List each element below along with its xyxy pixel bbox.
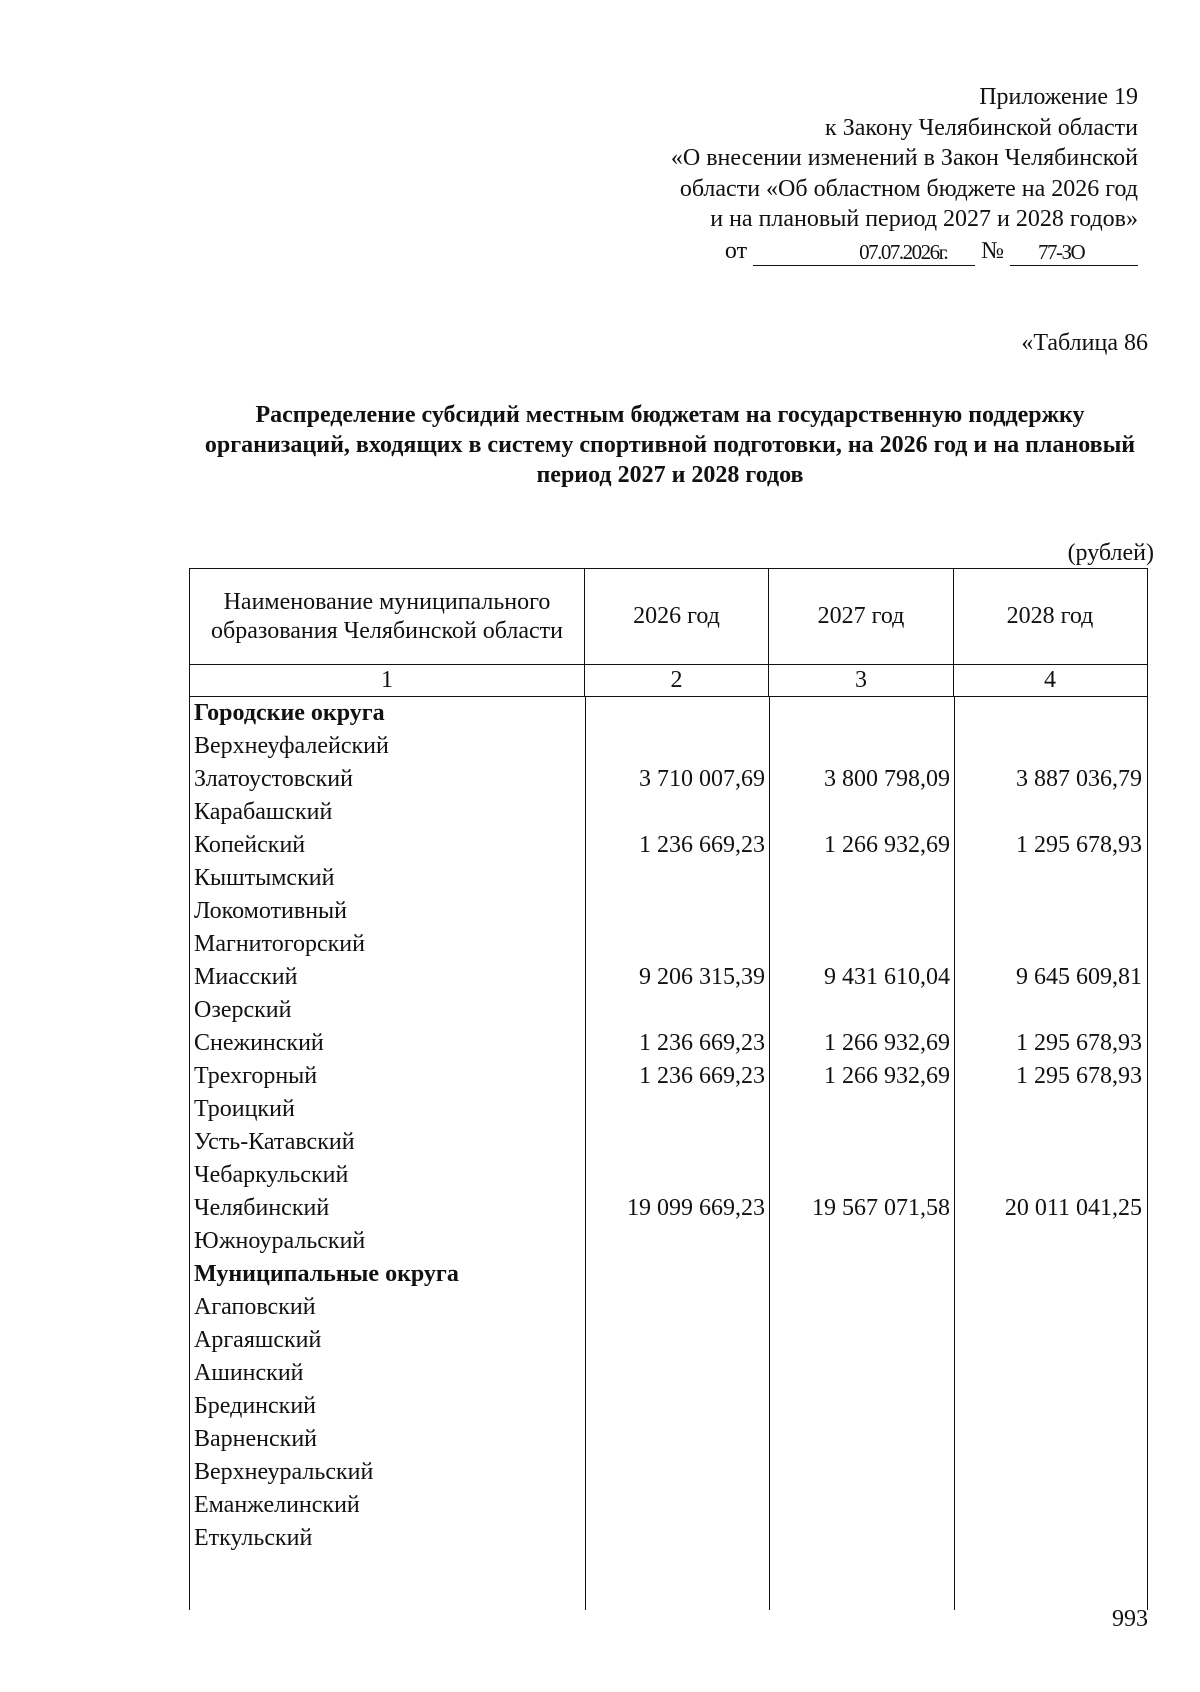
- value-2028: 20 011 041,25: [1004, 1195, 1142, 1221]
- value-2026: [585, 1258, 769, 1291]
- table-row: [190, 1126, 1147, 1159]
- value-2027: [769, 895, 954, 928]
- table-row: [190, 1456, 1147, 1489]
- table-row: [190, 1027, 1147, 1060]
- appendix-header: [671, 82, 1138, 235]
- value-2027: [769, 1225, 954, 1258]
- value-2026: 9 206 315,39: [639, 964, 765, 990]
- column-number: 4: [1044, 667, 1056, 693]
- municipality-name: Миасский: [194, 964, 298, 990]
- value-2027: 9 431 610,04: [824, 964, 950, 990]
- value-2027: 19 567 071,58: [812, 1195, 950, 1221]
- value-2026: [585, 697, 769, 730]
- column-number: 2: [585, 665, 769, 696]
- municipality-name: Верхнеуральский: [194, 1459, 374, 1485]
- value-2028: [954, 796, 1146, 829]
- value-2028: [954, 1390, 1146, 1423]
- table-row: [190, 994, 1147, 1027]
- value-2028: [954, 1324, 1146, 1357]
- value-2028: [954, 1126, 1146, 1159]
- value-2027: 1 266 932,69: [824, 1030, 950, 1056]
- law-date-number: [719, 236, 1138, 266]
- municipality-name: Брединский: [194, 1393, 317, 1419]
- table-row: [190, 862, 1147, 895]
- value-2028: [954, 1159, 1146, 1192]
- value-2028: 1 295 678,93: [1016, 1063, 1142, 1089]
- municipality-name: Агаповский: [194, 1294, 316, 1320]
- column-divider: [954, 697, 955, 1610]
- column-number: 3: [769, 665, 954, 696]
- value-2026: [585, 1324, 769, 1357]
- municipality-name: Кыштымский: [194, 865, 335, 891]
- table-row: [190, 1159, 1147, 1192]
- value-2028: [954, 1225, 1146, 1258]
- table-row: [190, 1390, 1147, 1423]
- value-2026: [585, 862, 769, 895]
- value-2028: [954, 1522, 1146, 1555]
- municipality-name: Аргаяшский: [194, 1327, 322, 1353]
- table-row: [190, 1060, 1147, 1093]
- value-2026: [585, 730, 769, 763]
- value-2028: [954, 928, 1146, 961]
- appendix-line: и на плановый период 2027 и 2028 годов»: [710, 206, 1138, 232]
- value-2026: 1 236 669,23: [639, 1030, 765, 1056]
- municipality-name: Снежинский: [194, 1030, 324, 1056]
- table-row: [190, 1489, 1147, 1522]
- value-2028: 3 887 036,79: [1016, 766, 1142, 792]
- value-2026: [585, 1423, 769, 1456]
- value-2027: [769, 1093, 954, 1126]
- value-2027: [769, 796, 954, 829]
- value-2028: [954, 1291, 1146, 1324]
- municipality-name: Озерский: [194, 997, 292, 1023]
- value-2027: [769, 1291, 954, 1324]
- table-reference: «Таблица 86: [1021, 330, 1148, 356]
- value-2026: [585, 1456, 769, 1489]
- table-row: [190, 763, 1147, 796]
- municipality-name: Ашинский: [194, 1360, 304, 1386]
- value-2026: 1 236 669,23: [639, 1063, 765, 1089]
- header-municipality: Наименование муниципального образования Челябинской области: [190, 569, 585, 664]
- table-row: [190, 1192, 1147, 1225]
- column-number-row: [189, 665, 1148, 697]
- municipality-name: Чебаркульский: [194, 1162, 349, 1188]
- value-2028: [954, 1489, 1146, 1522]
- table-row: [190, 1522, 1147, 1555]
- municipality-name: Усть-Катавский: [194, 1129, 355, 1155]
- value-2027: [769, 1258, 954, 1291]
- municipality-name: Копейский: [194, 832, 306, 858]
- municipality-name: Локомотивный: [194, 898, 348, 924]
- municipality-name: Верхнеуфалейский: [194, 733, 389, 759]
- value-2026: [585, 1291, 769, 1324]
- value-2026: [585, 1489, 769, 1522]
- value-2027: 1 266 932,69: [824, 832, 950, 858]
- table-row: [190, 928, 1147, 961]
- value-2028: [954, 862, 1146, 895]
- table-row: [190, 730, 1147, 763]
- value-2026: 3 710 007,69: [639, 766, 765, 792]
- value-2026: [585, 1390, 769, 1423]
- municipality-name: Южноуральский: [194, 1228, 366, 1254]
- value-2027: [769, 697, 954, 730]
- value-2026: [585, 1522, 769, 1555]
- column-number: 1: [190, 665, 585, 696]
- table-row: [190, 1357, 1147, 1390]
- value-2027: [769, 1126, 954, 1159]
- table-body: [189, 697, 1148, 1610]
- header-2027: 2027 год: [769, 569, 954, 664]
- value-2027: [769, 1489, 954, 1522]
- table-row: [190, 796, 1147, 829]
- value-2028: 1 295 678,93: [1016, 1030, 1142, 1056]
- units-label: (рублей): [1067, 540, 1154, 566]
- value-2026: [585, 1093, 769, 1126]
- value-2027: [769, 928, 954, 961]
- column-divider: [769, 697, 770, 1610]
- municipality-name: Муниципальные округа: [194, 1261, 459, 1287]
- appendix-line: области «Об областном бюджете на 2026 год: [679, 175, 1138, 202]
- law-number: 77-ЗО: [1010, 238, 1138, 266]
- value-2028: [954, 994, 1146, 1027]
- value-2026: [585, 796, 769, 829]
- value-2026: [585, 1159, 769, 1192]
- municipality-name: Еткульский: [194, 1525, 313, 1551]
- header-2028: 2028 год: [1006, 603, 1094, 629]
- table-row: [190, 1093, 1147, 1126]
- value-2026: [585, 994, 769, 1027]
- value-2028: [954, 1456, 1146, 1489]
- municipality-name: Златоустовский: [194, 766, 353, 792]
- appendix-line: Приложение 19: [979, 84, 1138, 110]
- value-2027: [769, 862, 954, 895]
- column-divider: [585, 697, 586, 1610]
- value-2027: [769, 1423, 954, 1456]
- value-2027: [769, 1324, 954, 1357]
- value-2026: [585, 1225, 769, 1258]
- table-section-row: [190, 697, 1147, 730]
- value-2028: [954, 1357, 1146, 1390]
- table-row: [190, 1324, 1147, 1357]
- value-2027: [769, 1456, 954, 1489]
- value-2028: [954, 1258, 1146, 1291]
- table-row: [190, 1225, 1147, 1258]
- value-2027: [769, 1357, 954, 1390]
- table-section-row: [190, 1258, 1147, 1291]
- table-row: [190, 895, 1147, 928]
- value-2027: 3 800 798,09: [824, 766, 950, 792]
- value-2028: 9 645 609,81: [1016, 964, 1142, 990]
- value-2027: [769, 1390, 954, 1423]
- municipality-name: Трехгорный: [194, 1063, 318, 1089]
- table-row: [190, 1423, 1147, 1456]
- header-2026: 2026 год: [585, 569, 769, 664]
- municipality-name: Карабашский: [194, 799, 333, 825]
- appendix-line: к Закону Челябинской области: [825, 114, 1138, 141]
- value-2028: [954, 1423, 1146, 1456]
- municipality-name: Троицкий: [194, 1096, 295, 1122]
- table-row: [190, 829, 1147, 862]
- value-2028: [954, 730, 1146, 763]
- value-2028: [954, 1093, 1146, 1126]
- table-row: [190, 961, 1147, 994]
- value-2027: [769, 994, 954, 1027]
- value-2026: [585, 895, 769, 928]
- value-2026: [585, 1126, 769, 1159]
- value-2026: [585, 928, 769, 961]
- value-2028: [954, 697, 1146, 730]
- law-date: 07.07.2026г.: [753, 238, 975, 266]
- number-label: №: [981, 238, 1004, 264]
- subsidy-table: [189, 568, 1148, 1610]
- municipality-name: Челябинский: [194, 1195, 330, 1221]
- value-2027: [769, 1522, 954, 1555]
- appendix-line: «О внесении изменений в Закон Челябинской: [670, 145, 1138, 171]
- municipality-name: Варненский: [194, 1426, 317, 1452]
- value-2028: 1 295 678,93: [1016, 832, 1142, 858]
- value-2028: [954, 895, 1146, 928]
- document-title: Распределение субсидий местным бюджетам на государственную поддержку организаций, входящих в систему спортивной подготовки, на 2026 год и на плановый период 2027 и 2028 годов: [204, 402, 1136, 488]
- value-2027: [769, 1159, 954, 1192]
- value-2026: 19 099 669,23: [627, 1195, 765, 1221]
- value-2026: [585, 1357, 769, 1390]
- table-row: [190, 1291, 1147, 1324]
- page-number: 993: [1112, 1606, 1148, 1632]
- value-2027: [769, 730, 954, 763]
- table-header-row: [189, 568, 1148, 665]
- value-2027: 1 266 932,69: [824, 1063, 950, 1089]
- municipality-name: Городские округа: [194, 700, 385, 726]
- value-2026: 1 236 669,23: [639, 832, 765, 858]
- municipality-name: Еманжелинский: [194, 1492, 360, 1518]
- from-label: от: [724, 238, 748, 264]
- municipality-name: Магнитогорский: [194, 931, 365, 957]
